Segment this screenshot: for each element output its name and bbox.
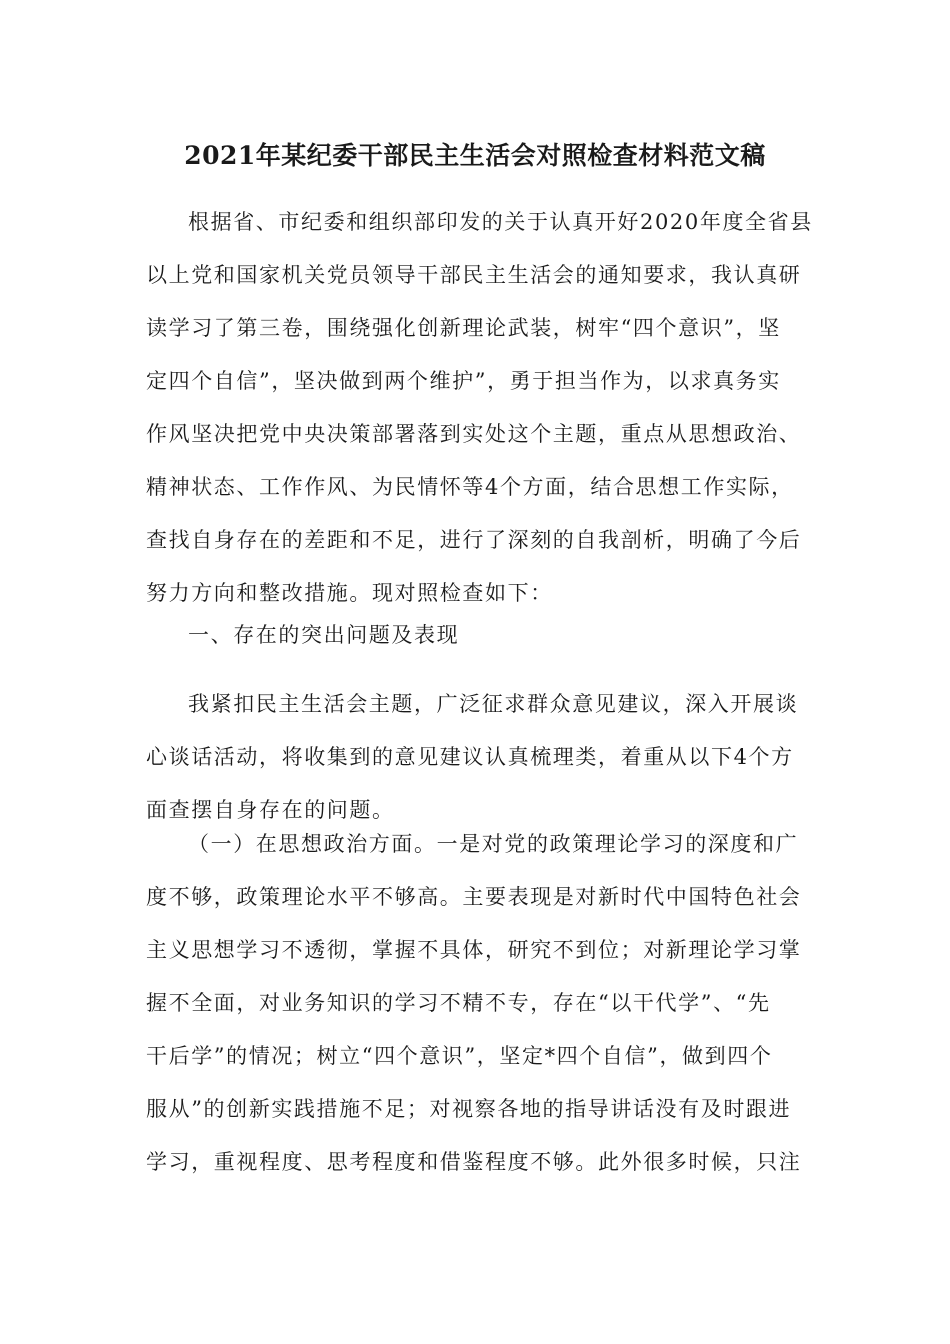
paragraph-line: 学习，重视程度、思考程度和借鉴程度不够。此外很多时候，只注 <box>146 1150 802 1174</box>
paragraph-line: （一）在思想政治方面。一是对党的政策理论学习的深度和广 <box>188 832 799 856</box>
paragraph-line: 我紧扣民主生活会主题，广泛征求群众意见建议，深入开展谈 <box>188 692 799 716</box>
document-title: 2021年某纪委干部民主生活会对照检查材料范文稿 <box>184 141 766 170</box>
problems-intro-paragraph <box>146 678 806 837</box>
paragraph-line: 服从”的创新实践措施不足；对视察各地的指导讲话没有及时跟进 <box>146 1097 792 1121</box>
paragraph-line: 干后学”的情况；树立“四个意识”，坚定*四个自信”，做到四个 <box>146 1044 773 1068</box>
paragraph-line: 读学习了第三卷，围绕强化创新理论武装，树牢“四个意识”，坚 <box>146 316 781 340</box>
paragraph-line: 作风坚决把党中央决策部署落到实处这个主题，重点从思想政治、 <box>146 422 802 446</box>
paragraph-line: 心谈话活动，将收集到的意见建议认真梳理类，着重从以下4个方 <box>146 745 794 769</box>
paragraph-line: 以上党和国家机关党员领导干部民主生活会的通知要求，我认真研 <box>146 263 802 287</box>
paragraph-line: 面查摆自身存在的问题。 <box>146 798 395 822</box>
paragraph-line: 查找自身存在的差距和不足，进行了深刻的自我剖析，明确了今后 <box>146 528 802 552</box>
section-heading-text: 一、存在的突出问题及表现 <box>188 623 460 647</box>
paragraph-line: 主义思想学习不透彻，掌握不具体，研究不到位；对新理论学习掌 <box>146 938 802 962</box>
paragraph-line: 努力方向和整改措施。现对照检查如下： <box>146 581 553 605</box>
section-heading <box>146 609 806 662</box>
political-thought-paragraph <box>146 818 806 1189</box>
paragraph-line: 根据省、市纪委和组织部印发的关于认真开好2020年度全省县 <box>188 210 813 234</box>
intro-paragraph <box>146 196 813 620</box>
paragraph-line: 定四个自信”，坚决做到两个维护”，勇于担当作为，以求真务实 <box>146 369 781 393</box>
paragraph-line: 握不全面，对业务知识的学习不精不专，存在“以干代学”、“先 <box>146 991 771 1015</box>
paragraph-line: 精神状态、工作作风、为民情怀等4个方面，结合思想工作实际， <box>146 475 794 499</box>
paragraph-line: 度不够，政策理论水平不够高。主要表现是对新时代中国特色社会 <box>146 885 802 909</box>
